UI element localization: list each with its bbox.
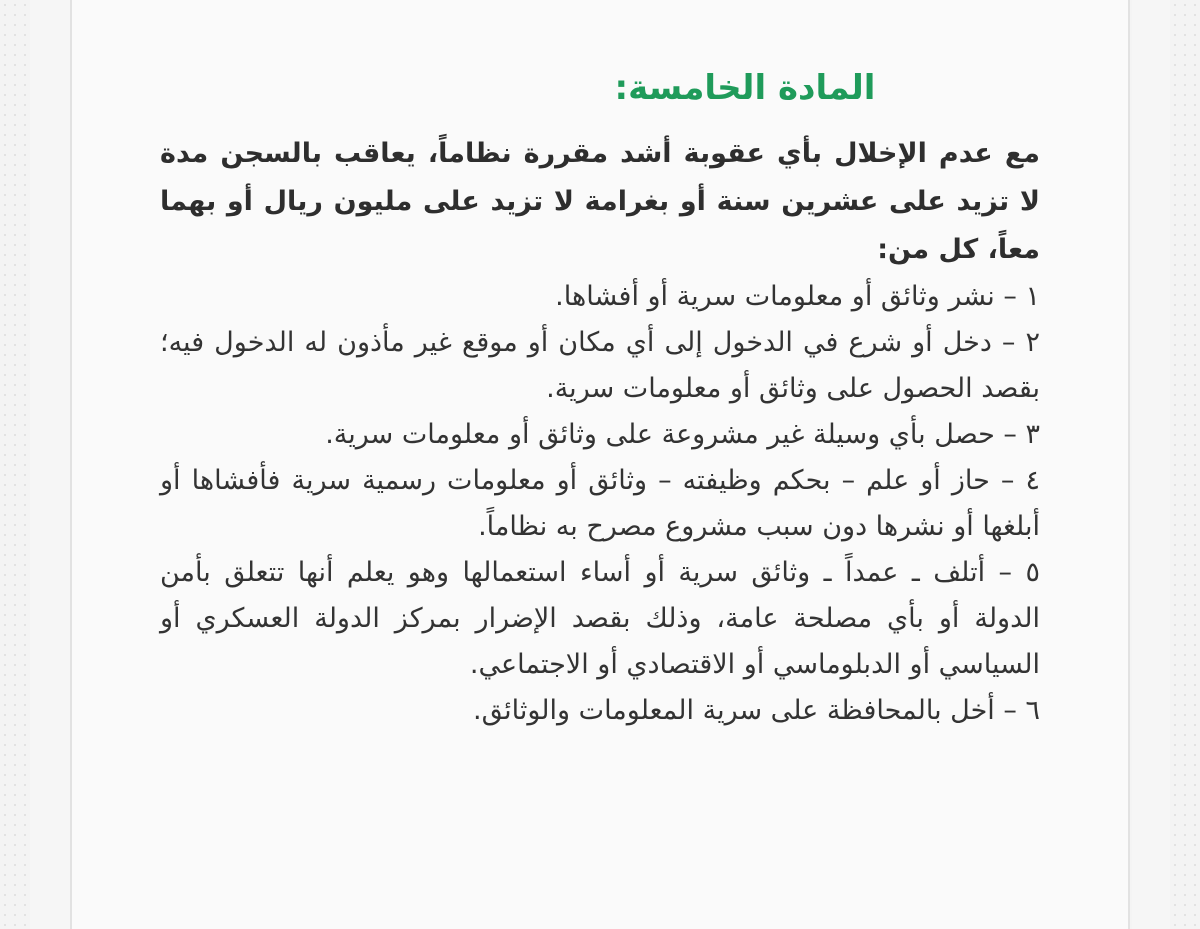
list-item: ١ – نشر وثائق أو معلومات سرية أو أفشاها.	[555, 281, 1040, 312]
dotted-margin-right	[1170, 0, 1200, 929]
list-item: ٥ – أتلف ـ عمداً ـ وثائق سرية أو أساء استعمالها وهو يعلم أنها تتعلق بأمن الدولة أو بأي مصلحة عامة، وذلك بقصد الإضرار بمركز الدولة العسكري أو السياسي أو الدبلوماسي أو الاقتصادي أو الاجتماعي.	[160, 557, 1040, 680]
side-strip-left	[30, 0, 70, 929]
list-item: ٣ – حصل بأي وسيلة غير مشروعة على وثائق أو معلومات سرية.	[325, 419, 1040, 450]
article-title: المادة الخامسة:	[614, 68, 876, 108]
list-item: ٢ – دخل أو شرع في الدخول إلى أي مكان أو موقع غير مأذون له الدخول فيه؛ بقصد الحصول على وثائق أو معلومات سرية.	[160, 327, 1040, 404]
article-content	[160, 60, 1040, 734]
document-page	[70, 0, 1130, 929]
list-item: ٤ – حاز أو علم – بحكم وظيفته – وثائق أو معلومات رسمية سرية فأفشاها أو أبلغها أو نشرها دون سبب مشروع مصرح به نظاماً.	[160, 465, 1040, 542]
list-item: ٦ – أخل بالمحافظة على سرية المعلومات والوثائق.	[473, 695, 1040, 726]
side-strip-right	[1132, 0, 1170, 929]
article-intro: مع عدم الإخلال بأي عقوبة أشد مقررة نظاماً، يعاقب بالسجن مدة لا تزيد على عشرين سنة أو بغرامة لا تزيد على مليون ريال أو بهما معاً، كل من:	[160, 138, 1040, 265]
dotted-margin-left	[0, 0, 30, 929]
